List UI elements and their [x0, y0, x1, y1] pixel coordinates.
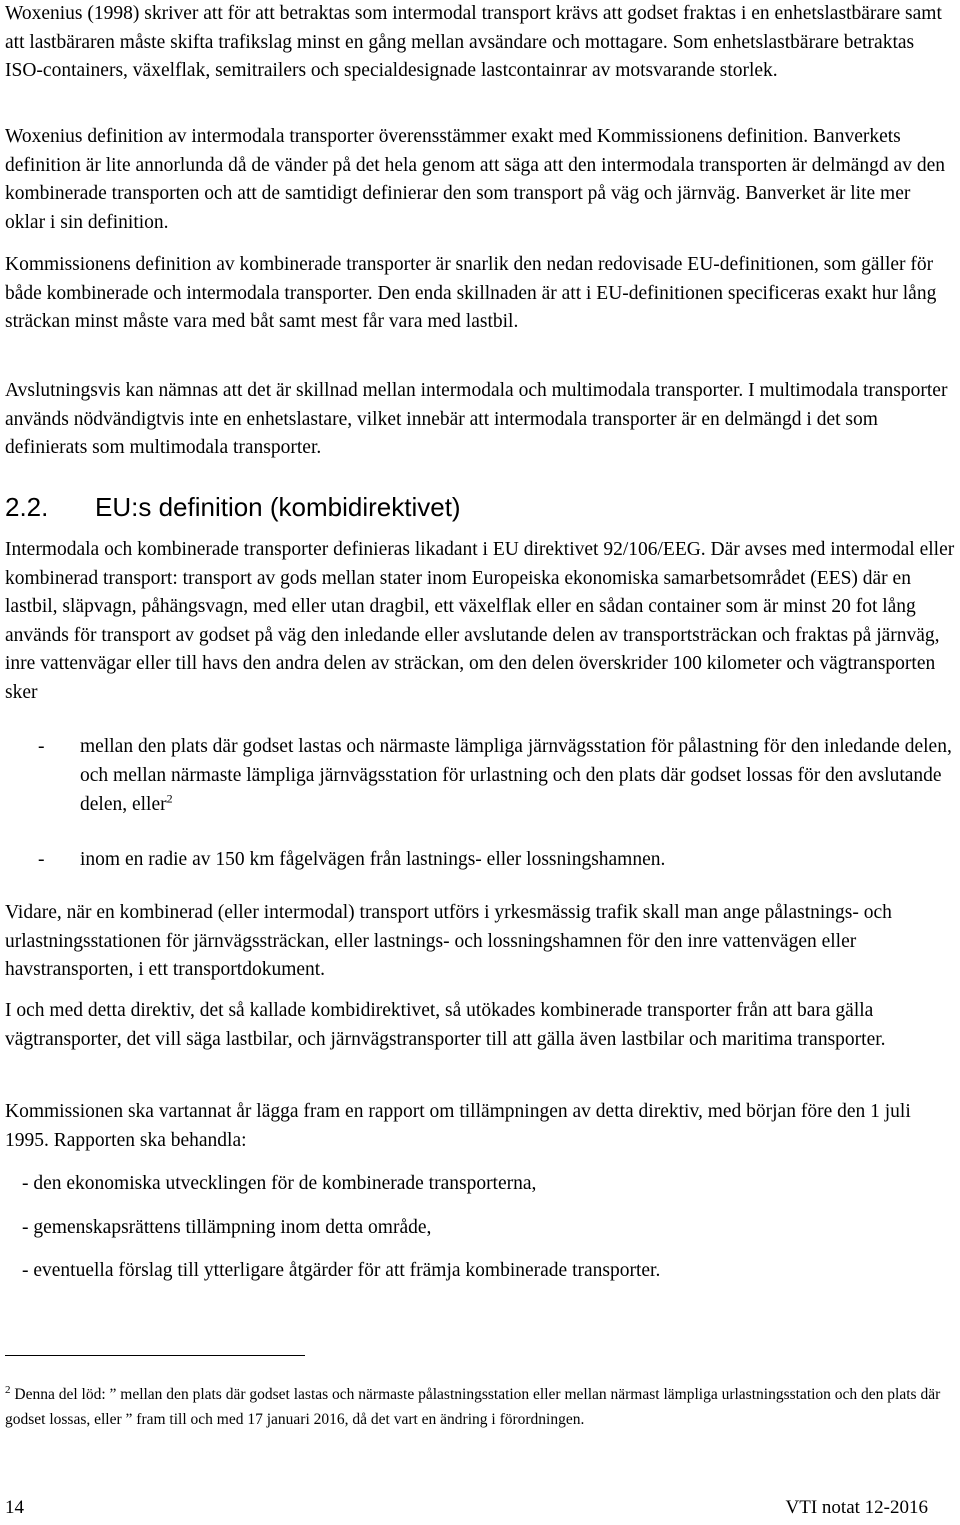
list-item: - gemenskapsrättens tillämpning inom detta område, [22, 1217, 432, 1238]
list-item-text: mellan den plats där godset lastas och närmaste lämpliga järnvägsstation för pålastning för den inledande delen, och mellan närmaste lämpliga järnvägsstation för urlastning och den plats där godset lossas för den avslutande delen, eller [80, 736, 952, 815]
list-item-text: inom en radie av 150 km fågelvägen från lastnings- eller lossningshamnen. [80, 849, 666, 870]
paragraph-kombidirektivet: I och med detta direktiv, det så kallade kombidirektivet, så utökades kombinerade transporter från att bara gälla vägtransporter, det vill säga lastbilar, och järnvägstransporter till att gälla även lastbilar och maritima transporter. [5, 1000, 886, 1050]
list-marker: - [38, 849, 45, 870]
section-number: 2.2. [5, 492, 49, 522]
page-number: 14 [5, 1497, 24, 1518]
list-item: - eventuella förslag till ytterligare åtgärder för att främja kombinerade transporter. [22, 1260, 661, 1281]
footnote [5, 1383, 955, 1432]
publication-label: VTI notat 12-2016 [785, 1497, 928, 1518]
list-item: - den ekonomiska utvecklingen för de kombinerade transporterna, [22, 1173, 537, 1194]
paragraph-definitions-comparison: Woxenius definition av intermodala transporter överensstämmer exakt med Kommissionens definition. Banverkets definition är lite annorlunda då de vänder på det hela genom att säga att den intermodala transporten är delmängd av den kombinerade transporten och att de samtidigt definierar den som transport på väg och järnväg. Banverket är lite mer oklar i sin definition. [5, 126, 945, 233]
footnote-reference[interactable]: 2 [166, 791, 173, 806]
footnote-text: Denna del löd: ” mellan den plats där godset lastas och närmaste pålastningsstation eller mellan närmast lämpliga urlastningsstation och den plats där godset lossas, eller ” fram till och med 17 januari 2016, då det vart en ändring i förordningen. [5, 1386, 941, 1428]
section-title: EU:s definition (kombidirektivet) [95, 492, 461, 522]
section-heading [5, 490, 461, 524]
list-marker: - [38, 736, 45, 757]
paragraph-transport-document: Vidare, när en kombinerad (eller intermodal) transport utförs i yrkesmässig trafik skall man ange pålastnings- och urlastningsstationen för järnvägssträckan, eller lastnings- och lossningshamnen för den inre vattenvägen eller havstransporten, i ett transportdokument. [5, 902, 892, 980]
footnote-divider [5, 1355, 305, 1356]
list-item [38, 732, 958, 819]
list-item [38, 845, 958, 874]
paragraph-commission-report: Kommissionen ska vartannat år lägga fram en rapport om tillämpningen av detta direktiv, med början före den 1 juli 1995. Rapporten ska behandla: [5, 1101, 911, 1151]
footnote-number: 2 [5, 1383, 11, 1396]
paragraph-multimodal: Avslutningsvis kan nämnas att det är skillnad mellan intermodala och multimodala transporter. I multimodala transporter används nödvändigtvis inte en enhetslastare, vilket innebär att intermodala transporter är en delmängd i det som definierats som multimodala transporter. [5, 380, 948, 458]
paragraph-woxenius-intro: Woxenius (1998) skriver att för att betraktas som intermodal transport krävs att godset fraktas i en enhetslastbärare samt att lastbäraren måste skifta trafikslag minst en gång mellan avsändare och mottagare. Som enhetslastbärare betraktas ISO-containers, växelflak, semitrailers och specialdesignade lastcontainrar av motsvarande storlek. [5, 3, 942, 81]
paragraph-eu-directive: Intermodala och kombinerade transporter definieras likadant i EU direktivet 92/106/EEG. Där avses med intermodal eller kombinerad transport: transport av gods mellan stater inom Europeiska ekonomiska samarbetsområdet (EES) där en lastbil, släpvagn, påhängsvagn, med eller utan dragbil, ett växelflak eller en sådan container som är minst 20 fot lång används för transport av godset på väg den inledande eller avslutande delen av transportsträckan och fraktas på järnväg, inre vattenvägar eller till havs den andra delen av sträckan, om den delen överskrider 100 kilometer och vägtransporten sker [5, 539, 955, 703]
paragraph-commission-definition: Kommissionens definition av kombinerade transporter är snarlik den nedan redovisade EU-definitionen, som gäller för både kombinerade och intermodala transporter. Den enda skillnaden är att i EU-definitionen specificeras exakt hur lång sträckan minst måste vara med båt samt mest får vara med lastbil. [5, 254, 937, 332]
